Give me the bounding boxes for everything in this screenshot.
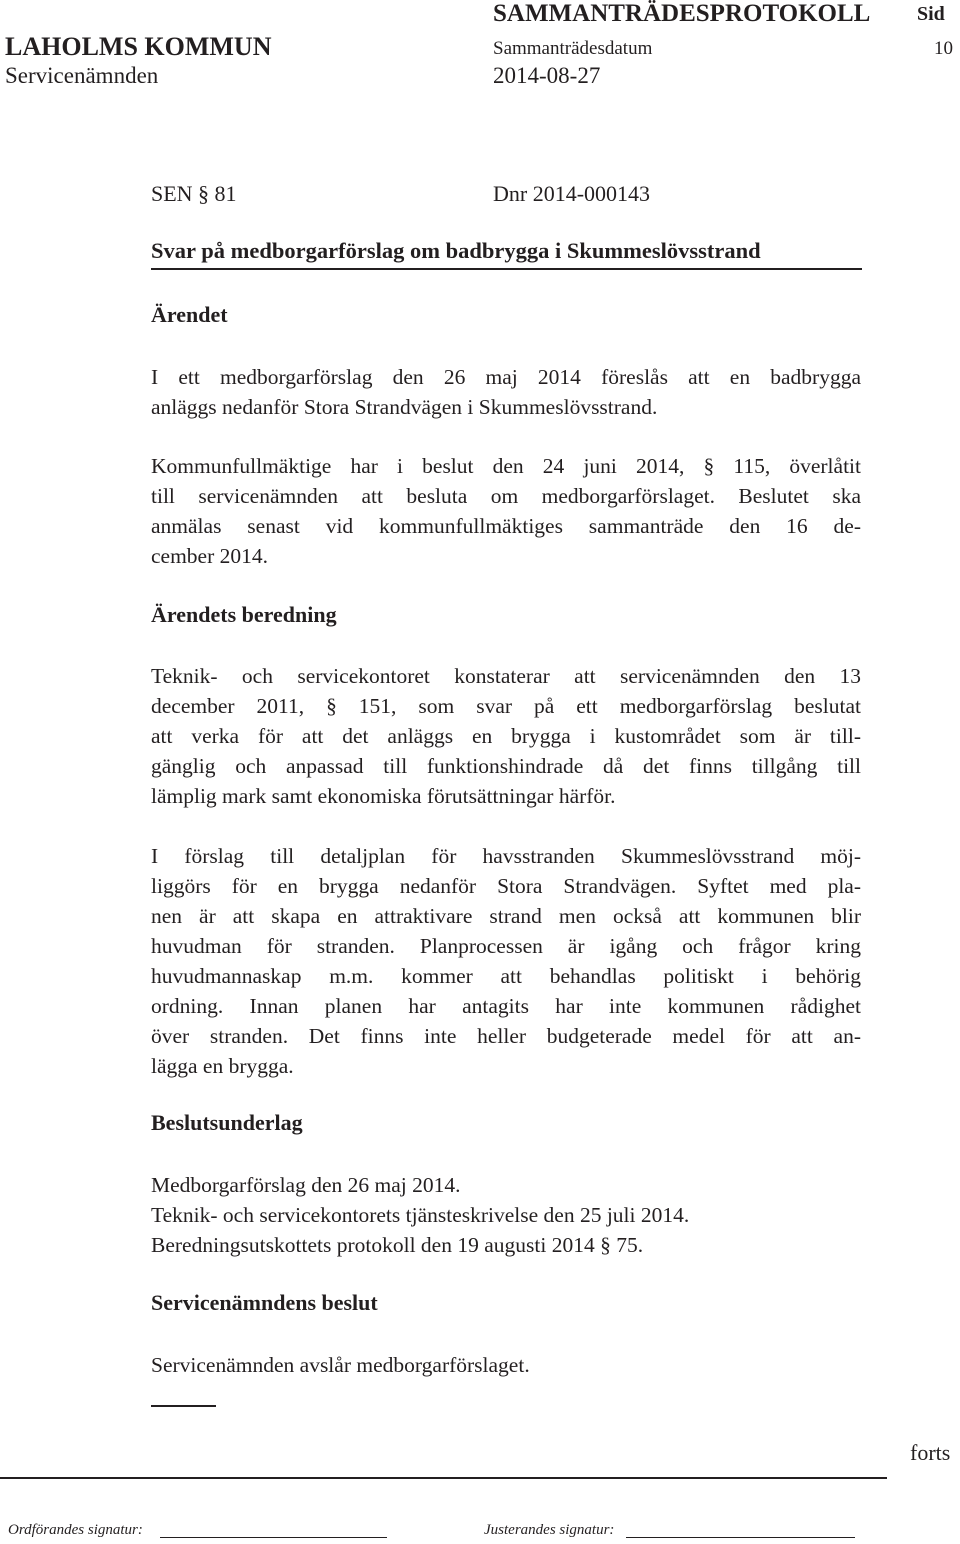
decision-text: Servicenämnden avslår medborgarförslaget. bbox=[151, 1353, 530, 1377]
continues-label: forts bbox=[910, 1440, 951, 1465]
case-title: Svar på medborgarförslag om badbrygga i Skummeslövsstrand bbox=[151, 238, 761, 263]
text-line: Kommunfullmäktige har i beslut den 24 juni 2014, § 115, överlåtit bbox=[151, 454, 861, 478]
protocol-title: SAMMANTRÄDESPROTOKOLL bbox=[493, 0, 871, 27]
committee-name: Servicenämnden bbox=[5, 63, 159, 88]
list-item: Teknik- och servicekontorets tjänsteskrivelse den 25 juli 2014. bbox=[151, 1203, 690, 1227]
footer-divider bbox=[0, 1477, 887, 1479]
adjuster-signature-label: Justerandes signatur: bbox=[484, 1522, 615, 1538]
arendet-paragraph-2 bbox=[151, 451, 861, 571]
text-line: cember 2014. bbox=[151, 544, 269, 568]
list-item: Beredningsutskottets protokoll den 19 augusti 2014 § 75. bbox=[151, 1233, 644, 1257]
sid-label: Sid bbox=[917, 3, 945, 25]
adjuster-signature-line bbox=[626, 1537, 855, 1538]
chair-signature-line bbox=[160, 1537, 387, 1538]
text-line: Teknik- och servicekontoret konstaterar att servicenämnden den 13 bbox=[151, 664, 861, 688]
section-heading-arendet: Ärendet bbox=[151, 302, 228, 327]
section-heading-beslutsunderlag: Beslutsunderlag bbox=[151, 1110, 303, 1135]
text-line: gänglig och anpassad till funktionshindrade då det finns tillgång till bbox=[151, 754, 861, 778]
text-line: huvudman för stranden. Planprocessen är igång och frågor kring bbox=[151, 934, 861, 958]
text-line: lägga en brygga. bbox=[151, 1054, 294, 1078]
text-line: ordning. Innan planen har antagits har inte kommunen rådighet bbox=[151, 994, 861, 1018]
list-item: Medborgarförslag den 26 maj 2014. bbox=[151, 1173, 461, 1197]
page-number: 10 bbox=[934, 38, 953, 59]
arendet-paragraph-1 bbox=[151, 362, 861, 422]
text-line: anmälas senast vid kommunfullmäktiges sammanträde den 16 de- bbox=[151, 514, 861, 538]
text-line: lämplig mark samt ekonomiska förutsättningar härför. bbox=[151, 784, 616, 808]
meeting-date: 2014-08-27 bbox=[493, 63, 601, 88]
title-underline bbox=[151, 268, 862, 270]
meeting-date-label: Sammanträdesdatum bbox=[493, 38, 653, 59]
chair-signature-label: Ordförandes signatur: bbox=[8, 1522, 143, 1538]
text-line: över stranden. Det finns inte heller budgeterade medel för att an- bbox=[151, 1024, 861, 1048]
text-line: nen är att skapa en attraktivare strand men också att kommunen blir bbox=[151, 904, 861, 928]
text-line: till servicenämnden att besluta om medborgarförslaget. Beslutet ska bbox=[151, 484, 861, 508]
section-heading-beslut: Servicenämndens beslut bbox=[151, 1290, 378, 1315]
municipality-name: LAHOLMS KOMMUN bbox=[5, 32, 272, 61]
text-line: I förslag till detaljplan för havsstranden Skummeslövsstrand möj- bbox=[151, 844, 861, 868]
beredning-paragraph-2 bbox=[151, 841, 861, 1081]
paragraph-reference: SEN § 81 bbox=[151, 181, 237, 206]
text-line: att verka för att det anläggs en brygga i kustområdet som är till- bbox=[151, 724, 861, 748]
text-line: liggörs för en brygga nedanför Stora Strandvägen. Syftet med pla- bbox=[151, 874, 861, 898]
beredning-paragraph-1 bbox=[151, 661, 861, 811]
text-line: anläggs nedanför Stora Strandvägen i Skummeslövsstrand. bbox=[151, 395, 658, 419]
beslutsunderlag-list bbox=[151, 1170, 861, 1260]
diary-number: Dnr 2014-000143 bbox=[493, 181, 651, 206]
section-end-rule bbox=[151, 1405, 216, 1407]
section-heading-beredning: Ärendets beredning bbox=[151, 602, 337, 627]
text-line: I ett medborgarförslag den 26 maj 2014 föreslås att en badbrygga bbox=[151, 365, 861, 389]
text-line: december 2011, § 151, som svar på ett medborgarförslag beslutat bbox=[151, 694, 861, 718]
text-line: huvudmannaskap m.m. kommer att behandlas politiskt i behörig bbox=[151, 964, 861, 988]
